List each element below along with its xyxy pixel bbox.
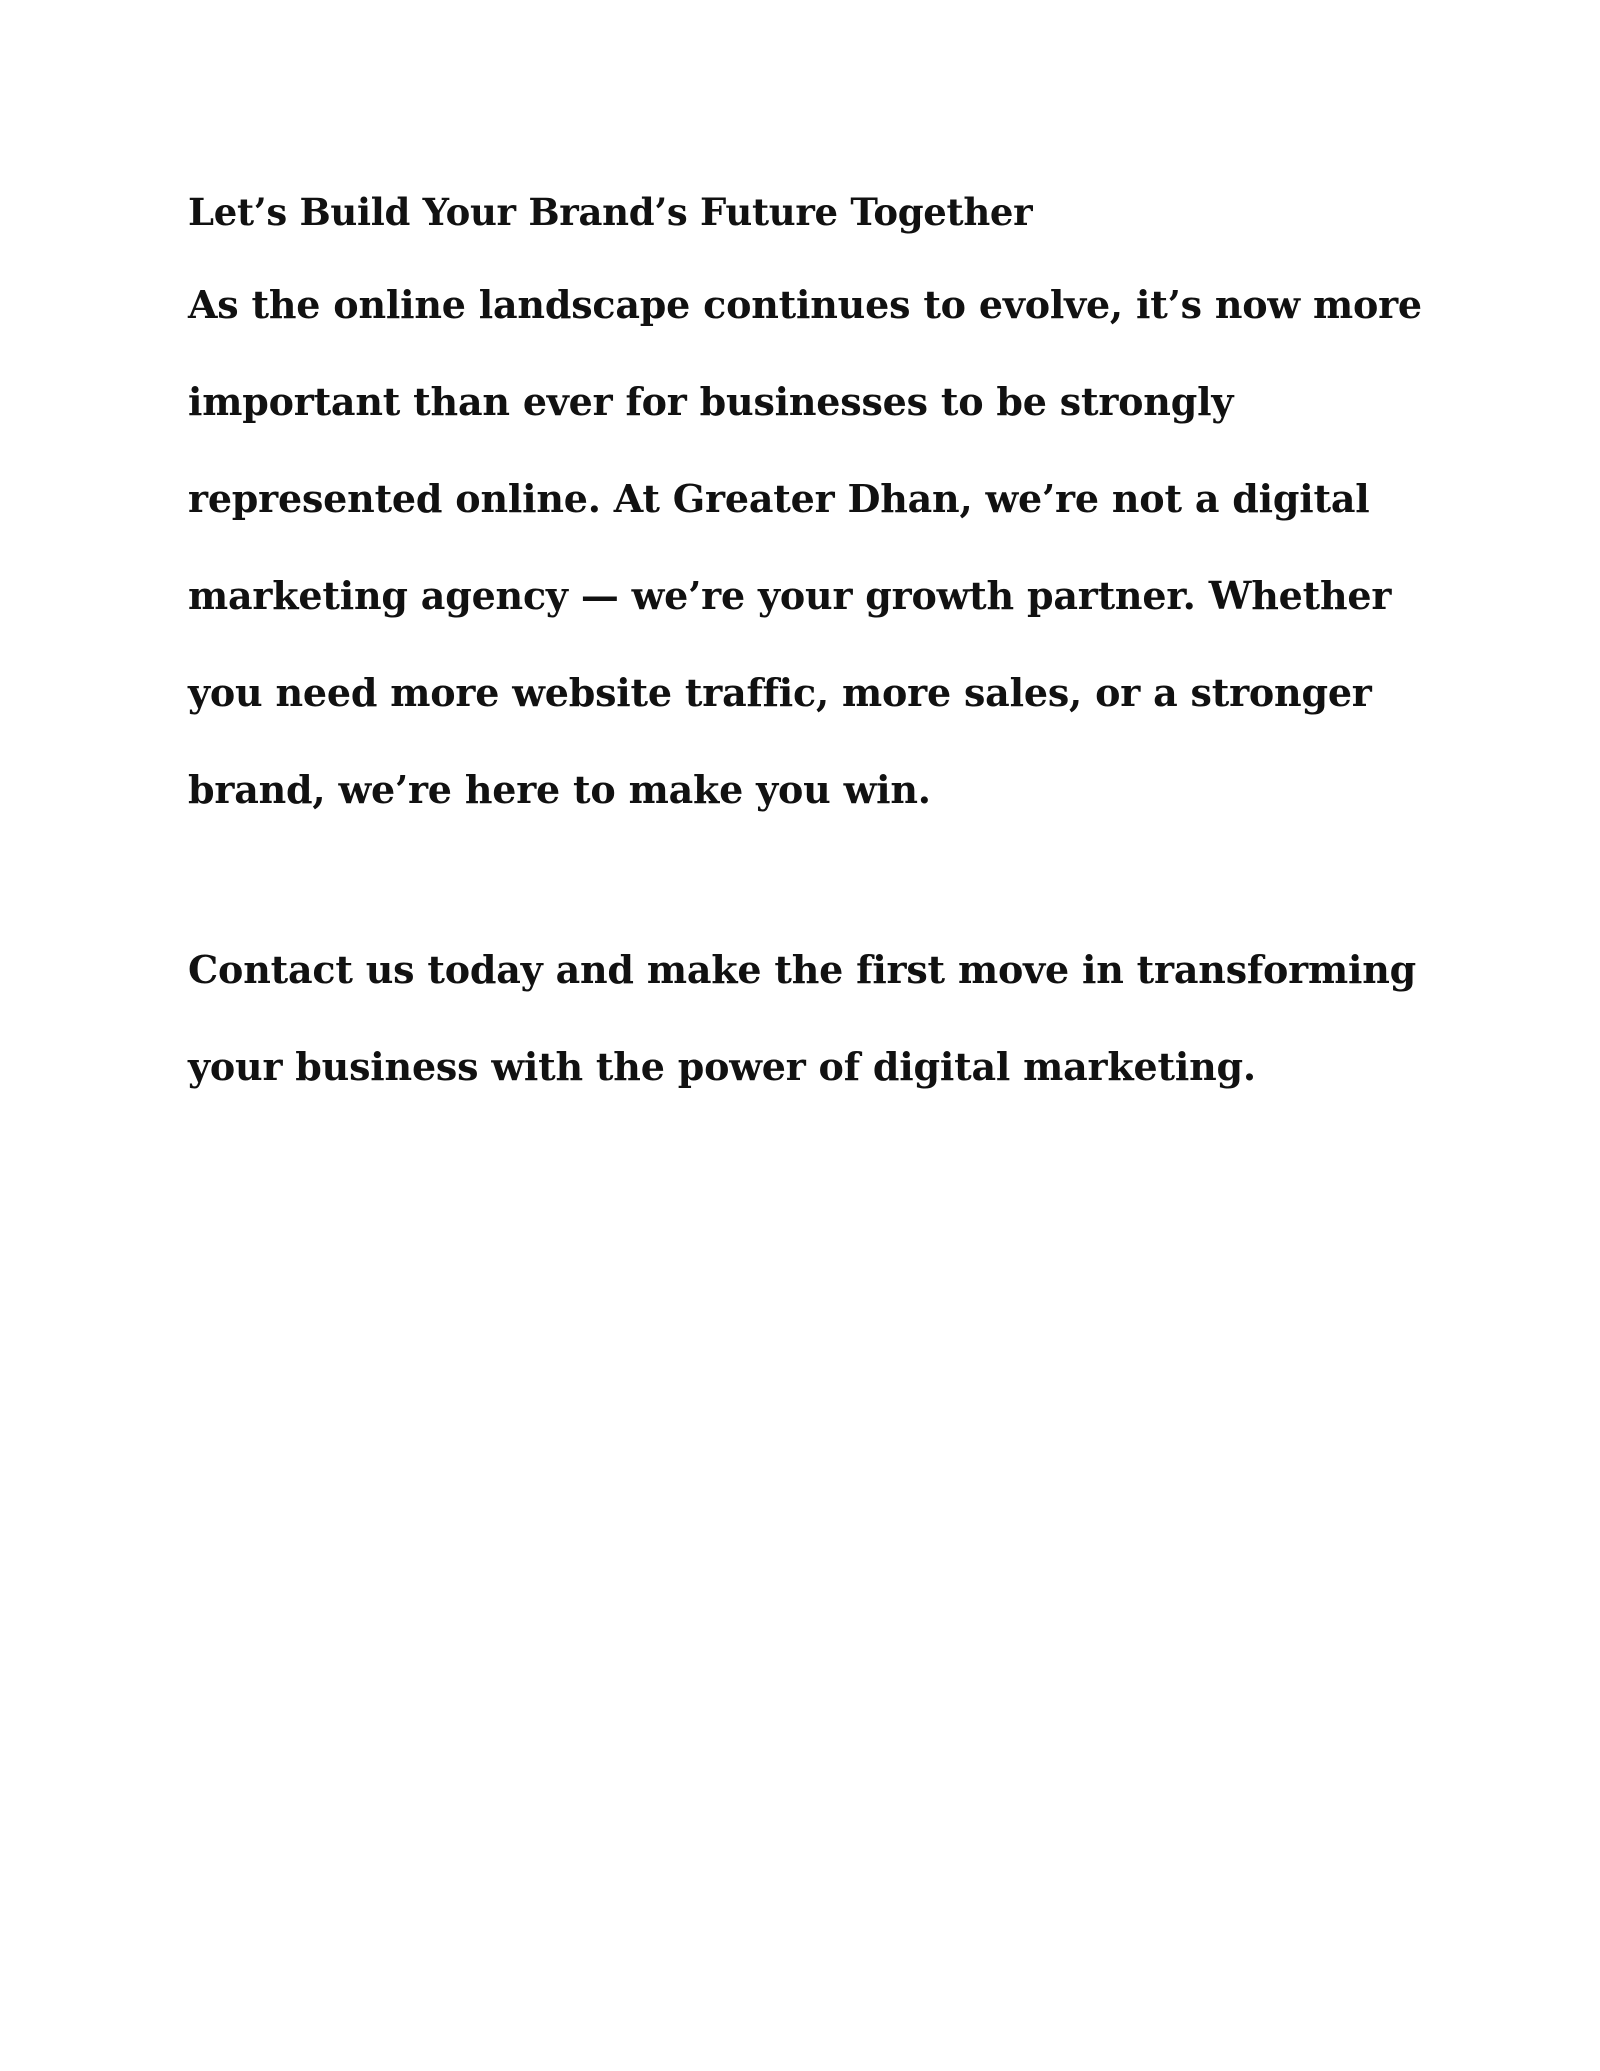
document-heading: Let’s Build Your Brand’s Future Together [188, 190, 1033, 234]
document-body [188, 182, 1448, 1115]
call-to-action-paragraph: Contact us today and make the first move in transforming your business with the power of digital marketing. [188, 947, 1417, 1089]
intro-paragraph: As the online landscape continues to evolve, it’s now more important than ever for businesses to be strongly represented online. At Greater Dhan, we’re not a digital marketing agency — we’re your growth partner. Whether you need more website traffic, more sales, or a stronger brand, we’re here to make you win. [188, 282, 1422, 812]
